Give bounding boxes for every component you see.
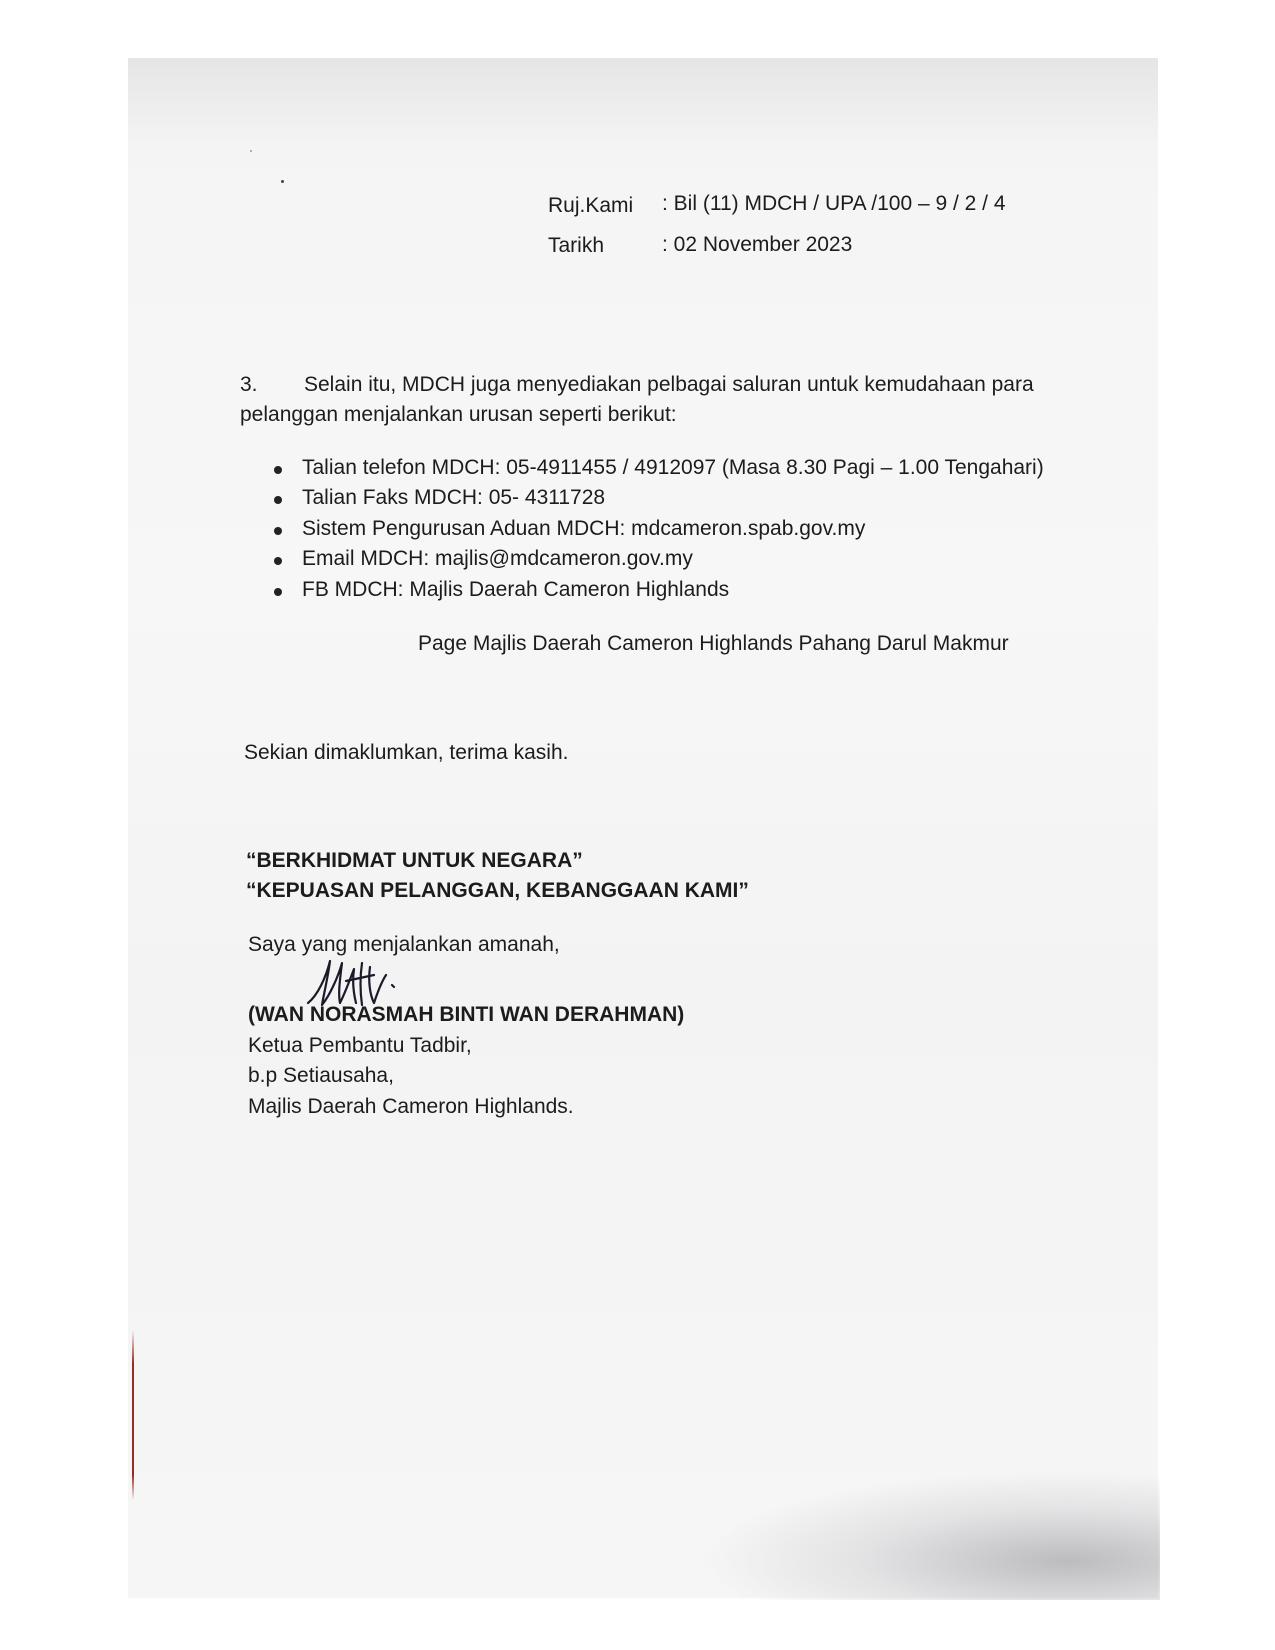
bullet-icon: [274, 466, 282, 474]
reference-value: : Bil (11) MDCH / UPA /100 – 9 / 2 / 4: [662, 192, 1006, 215]
paragraph-line: pelanggan menjalankan urusan seperti berikut:: [240, 403, 677, 426]
signoff-line: Saya yang menjalankan amanah,: [248, 933, 560, 956]
list-item: Sistem Pengurusan Aduan MDCH: mdcameron.spab.gov.my: [302, 517, 866, 540]
date-label: Tarikh: [548, 234, 605, 257]
bullet-icon: [274, 557, 282, 565]
signatory-name: (WAN NORASMAH BINTI WAN DERAHMAN): [248, 1003, 685, 1026]
bullet-icon: [274, 588, 282, 596]
reference-label: Ruj.Kami: [548, 194, 634, 217]
signatory-organisation: Majlis Daerah Cameron Highlands.: [248, 1095, 574, 1118]
closing-line: Sekian dimaklumkan, terima kasih.: [244, 741, 569, 764]
signatory-on-behalf: b.p Setiausaha,: [248, 1064, 394, 1087]
paper-shadow-bottom: [700, 1470, 1160, 1600]
signatory-title: Ketua Pembantu Tadbir,: [248, 1034, 472, 1057]
paragraph-line: Selain itu, MDCH juga menyediakan pelbagai saluran untuk kemudahaan para: [304, 373, 1034, 396]
list-item: FB MDCH: Majlis Daerah Cameron Highlands: [302, 578, 730, 601]
fb-page-line: Page Majlis Daerah Cameron Highlands Pahang Darul Makmur: [418, 632, 1009, 655]
paper-sheet: [128, 58, 1158, 1598]
date-value: : 02 November 2023: [662, 233, 853, 256]
paper-shadow-top: [128, 58, 1158, 148]
paragraph-number: 3.: [240, 373, 258, 396]
paper-speck: [281, 180, 284, 183]
paper-edge-mark: [132, 1330, 134, 1500]
motto-line: “KEPUASAN PELANGGAN, KEBANGGAAN KAMI”: [246, 879, 749, 902]
bullet-icon: [274, 496, 282, 504]
list-item: Talian Faks MDCH: 05- 4311728: [302, 486, 606, 509]
list-item: Talian telefon MDCH: 05-4911455 / 4912097 (Masa 8.30 Pagi – 1.00 Tengahari): [302, 456, 1044, 479]
paper-speck: [250, 150, 252, 152]
bullet-icon: [274, 527, 282, 535]
list-item: Email MDCH: majlis@mdcameron.gov.my: [302, 547, 693, 570]
motto-line: “BERKHIDMAT UNTUK NEGARA”: [246, 849, 583, 872]
